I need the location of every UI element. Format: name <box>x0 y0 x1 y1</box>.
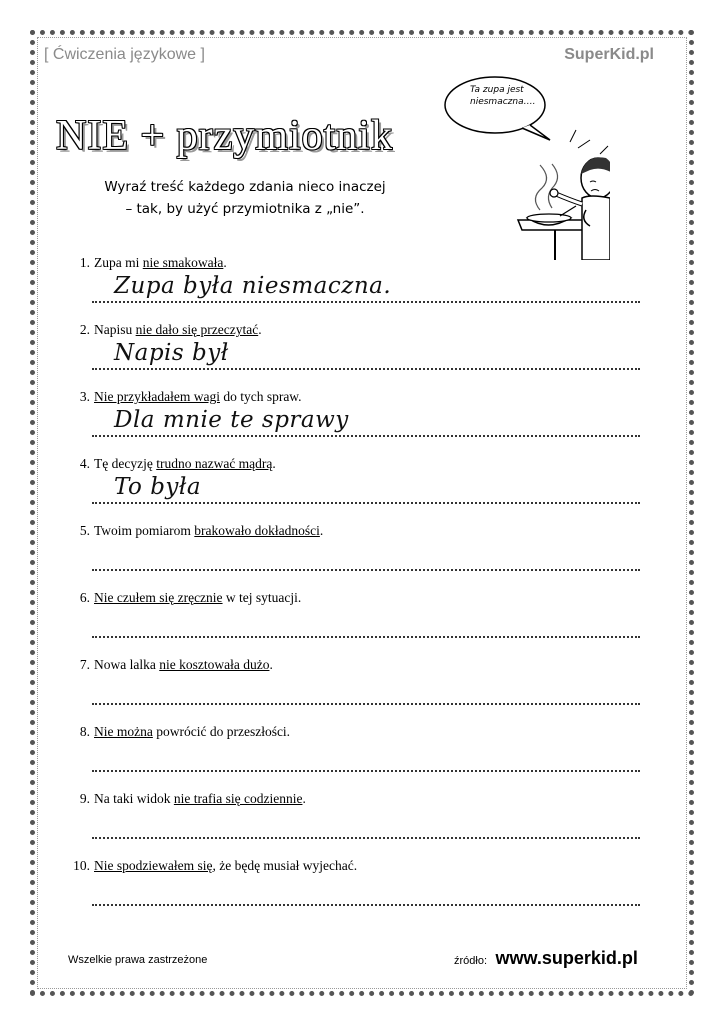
copyright-notice: Wszelkie prawa zastrzeżone <box>68 954 208 966</box>
exercise-number: 1. <box>79 255 90 270</box>
exercise-item <box>66 724 626 740</box>
exercise-item <box>66 791 626 807</box>
prompt-text: w tej sytuacji. <box>222 590 302 605</box>
exercise-number: 2. <box>79 322 90 337</box>
prompt-text: . <box>272 456 276 471</box>
exercise-prompt <box>66 791 626 807</box>
underlined-phrase: Nie czułem się zręcznie <box>94 590 223 605</box>
speech-bubble-line-1: Ta zupa jest <box>470 85 524 95</box>
underlined-phrase: trudno nazwać mądrą <box>156 456 273 471</box>
answer-line[interactable] <box>92 752 640 772</box>
exercise-item <box>66 456 626 500</box>
exercise-prompt <box>66 858 626 874</box>
underlined-phrase: nie smakowała <box>142 255 224 270</box>
prompt-text: Napisu <box>94 322 136 337</box>
exercise-item <box>66 255 626 299</box>
answer-line[interactable] <box>92 886 640 906</box>
exercise-prompt <box>66 657 626 673</box>
prompt-text: do tych spraw. <box>219 389 302 404</box>
prompt-text: . <box>302 791 306 806</box>
exercise-prompt <box>66 456 626 472</box>
prompt-text: . <box>269 657 273 672</box>
exercise-number: 5. <box>79 523 90 538</box>
source-label: źródło: <box>454 955 488 967</box>
answer-line[interactable] <box>92 819 640 839</box>
exercise-item <box>66 322 626 366</box>
underlined-phrase: nie trafia się codziennie <box>173 791 303 806</box>
exercise-number: 10. <box>73 858 90 873</box>
exercise-number: 7. <box>79 657 90 672</box>
source-url: www.superkid.pl <box>495 948 638 968</box>
source-credit <box>454 948 638 969</box>
prompt-text: powrócić do przeszłości. <box>152 724 291 739</box>
answer-line[interactable] <box>92 551 640 571</box>
prompt-text: . <box>258 322 262 337</box>
speech-bubble-text <box>470 84 550 108</box>
prompt-text: Tę decyzję <box>94 456 157 471</box>
exercise-prompt <box>66 724 626 740</box>
exercise-item <box>66 523 626 539</box>
brand-label: SuperKid.pl <box>564 46 654 63</box>
page-title: NIE + przymiotnik <box>56 113 393 159</box>
instruction-line-1: Wyraź treść każdego zdania nieco inaczej <box>104 179 386 195</box>
category-label: [ Ćwiczenia językowe ] <box>44 46 205 63</box>
exercise-prompt <box>66 590 626 606</box>
exercise-number: 3. <box>79 389 90 404</box>
exercise-prompt <box>66 523 626 539</box>
handwritten-answer: To była <box>114 474 202 500</box>
handwritten-answer: Napis był <box>114 340 229 366</box>
exercise-prompt <box>66 255 626 271</box>
speech-bubble-line-2: niesmaczna…. <box>470 97 536 107</box>
underlined-phrase: brakowało dokładności <box>194 523 320 538</box>
instruction-line-2: – tak, by użyć przymiotnika z „nie”. <box>125 201 365 217</box>
exercise-item <box>66 590 626 606</box>
prompt-text: . <box>223 255 227 270</box>
instruction <box>90 176 400 220</box>
prompt-text: Zupa mi <box>94 255 143 270</box>
handwritten-answer: Dla mnie te sprawy <box>114 407 349 433</box>
exercise-prompt <box>66 322 626 338</box>
prompt-text: , że będę musiał wyjechać. <box>212 858 358 873</box>
handwritten-answer: Zupa była niesmaczna. <box>114 273 392 299</box>
exercise-number: 8. <box>79 724 90 739</box>
prompt-text: Twoim pomiarom <box>94 523 195 538</box>
prompt-text: . <box>319 523 324 538</box>
underlined-phrase: Nie można <box>94 724 153 739</box>
underlined-phrase: nie kosztowała dużo <box>159 657 270 672</box>
answer-line[interactable] <box>92 618 640 638</box>
underlined-phrase: Nie spodziewałem się <box>94 858 213 873</box>
exercise-number: 9. <box>79 791 90 806</box>
exercise-number: 6. <box>79 590 90 605</box>
underlined-phrase: Nie przykładałem wagi <box>94 389 220 404</box>
exercise-item <box>66 389 626 433</box>
prompt-text: Na taki widok <box>94 791 174 806</box>
exercise-item <box>66 858 626 874</box>
answer-line[interactable] <box>92 685 640 705</box>
exercise-number: 4. <box>79 456 90 471</box>
exercise-item <box>66 657 626 673</box>
underlined-phrase: nie dało się przeczytać <box>135 322 259 337</box>
exercise-prompt <box>66 389 626 405</box>
prompt-text: Nowa lalka <box>94 657 160 672</box>
